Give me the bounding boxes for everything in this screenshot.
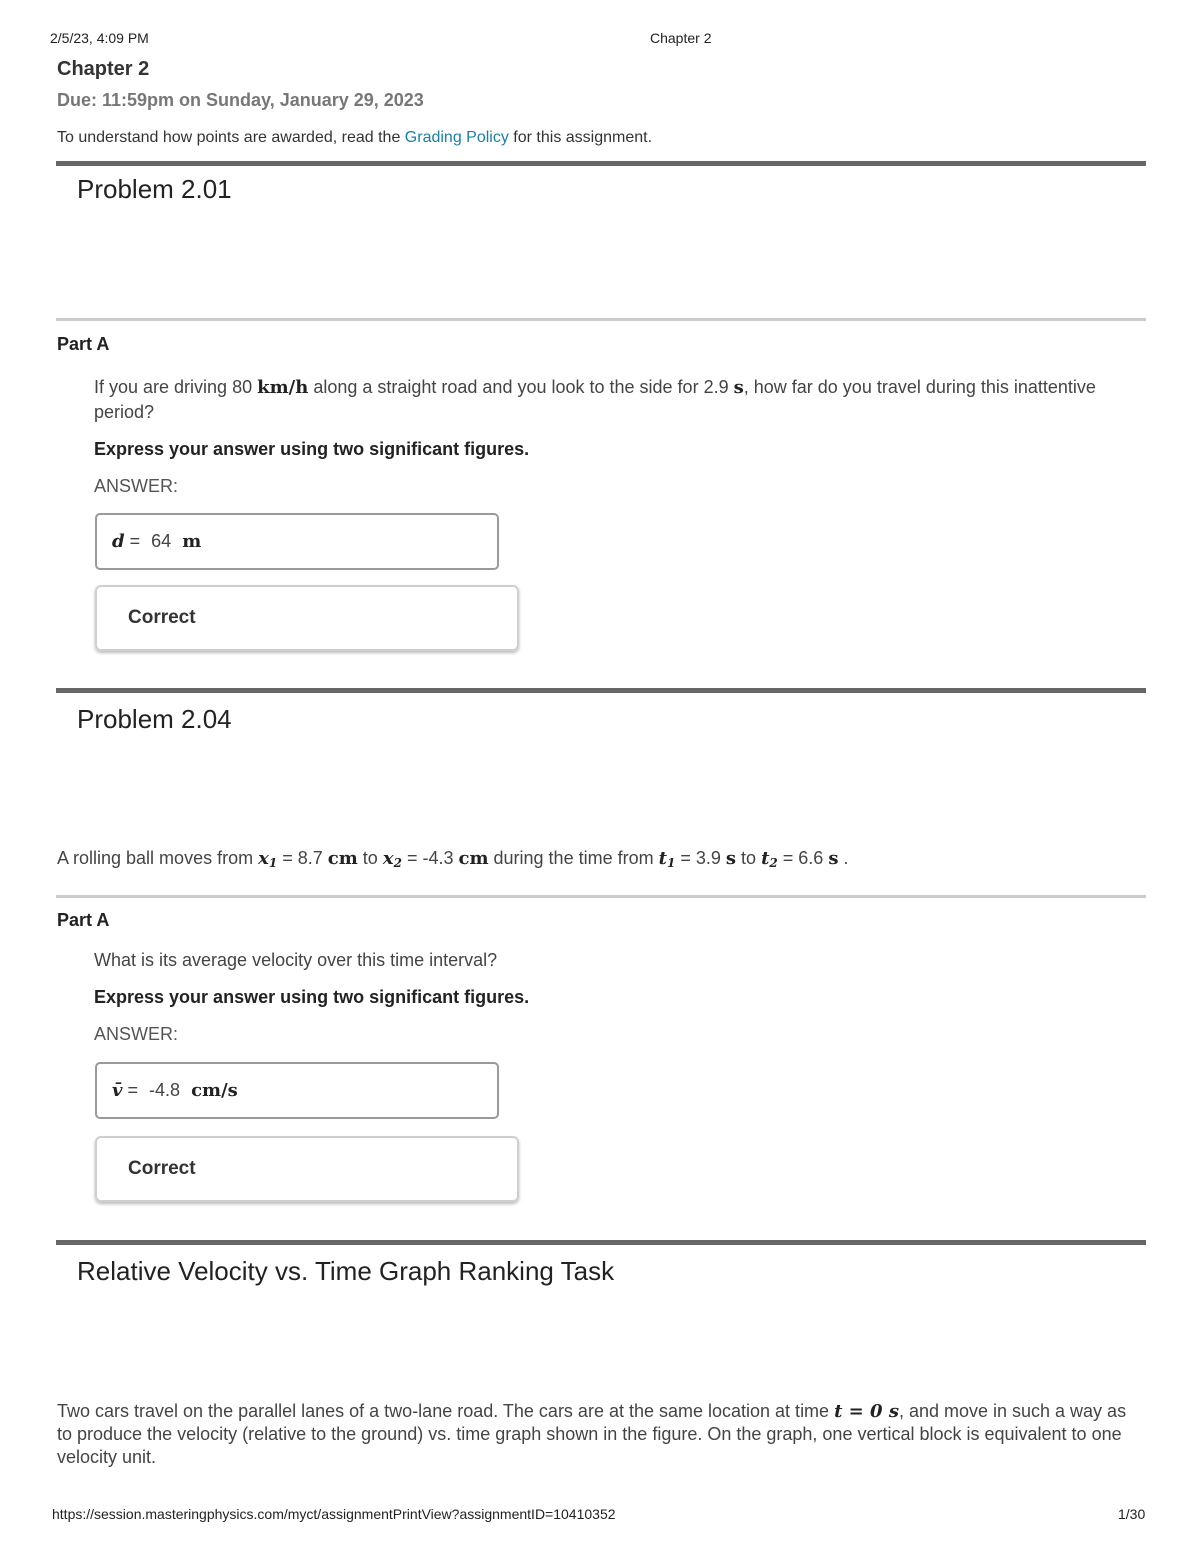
section-divider [56, 688, 1146, 693]
subscript: 1 [666, 856, 676, 870]
grading-policy-link[interactable]: Grading Policy [404, 129, 509, 146]
subscript: 2 [769, 856, 778, 870]
feedback-correct: Correct [128, 607, 196, 628]
part-divider [56, 318, 1146, 321]
question-text: What is its average velocity over this time interval? [94, 950, 498, 970]
math-variable [258, 848, 277, 869]
var-x2: x [382, 848, 394, 869]
equals-sign: = [129, 531, 141, 551]
instruction-text: Express your answer using two significant figures. [94, 439, 530, 459]
due-date: Due: 11:59pm on Sunday, January 29, 2023 [57, 90, 424, 110]
answer-value: -4.8 [149, 1080, 181, 1100]
unit-label: s [733, 377, 744, 398]
answer-label: ANSWER: [94, 476, 179, 496]
intro-text: = 6.6 [782, 848, 824, 868]
problem-title: Problem 2.01 [77, 174, 232, 204]
var-t2: t [761, 848, 770, 869]
grading-suffix: for this assignment. [513, 129, 653, 146]
answer-box[interactable] [95, 513, 499, 570]
unit-label: s [828, 848, 839, 869]
intro-text: during the time from [493, 848, 654, 868]
answer-unit: m [182, 531, 202, 552]
answer-label: ANSWER: [94, 1024, 179, 1044]
intro-text: . [843, 848, 849, 868]
math-expression: t = 0 s [834, 1401, 899, 1422]
intro-text: to [362, 848, 378, 868]
part-label: Part A [57, 910, 110, 930]
feedback-box [95, 1136, 519, 1202]
body-text-part: Two cars travel on the parallel lanes of a two-lane road. The cars are at the same location at time [57, 1401, 830, 1421]
question-text-part: If you are driving 80 [94, 377, 253, 397]
question-text-part: , how far do you travel during this inattentive period? [94, 377, 1096, 422]
section-divider [56, 1240, 1146, 1245]
answer-box[interactable] [95, 1062, 499, 1119]
math-variable [659, 848, 676, 869]
answer-value: 64 [151, 531, 172, 551]
problem-title: Relative Velocity vs. Time Graph Ranking Task [77, 1256, 615, 1286]
var-x1: x [258, 848, 269, 869]
answer-variable: v̄ [112, 1080, 123, 1101]
instruction-text: Express your answer using two significant figures. [94, 987, 530, 1007]
answer-variable: d [112, 531, 125, 552]
body-text-part: , and move in such a way as to produce the velocity (relative to the ground) vs. time graph shown in the figure. On the graph, one vertical block is equivalent to one velocity unit. [57, 1401, 1127, 1467]
var-t1: t [658, 848, 667, 869]
grading-policy-note [57, 129, 652, 147]
unit-label: cm [327, 848, 358, 869]
print-page-title: Chapter 2 [650, 30, 712, 46]
unit-label: km/h [257, 377, 309, 398]
part-divider [56, 895, 1146, 898]
equals-sign: = [127, 1080, 138, 1100]
problem-body [57, 1400, 1137, 1469]
intro-text: to [741, 848, 757, 868]
print-date: 2/5/23, 4:09 PM [50, 30, 149, 46]
feedback-box [95, 585, 519, 651]
feedback-correct: Correct [128, 1158, 196, 1179]
section-divider [56, 161, 1146, 166]
question-text-part: along a straight road and you look to the side for 2.9 [313, 377, 729, 397]
footer-url: https://session.masteringphysics.com/myct/assignmentPrintView?assignmentID=10410352 [52, 1506, 616, 1522]
problem-intro [57, 847, 1137, 875]
math-variable [761, 848, 778, 869]
part-label: Part A [57, 334, 110, 354]
assignment-title: Chapter 2 [57, 58, 150, 80]
math-variable [383, 848, 402, 869]
page-number: 1/30 [1118, 1506, 1146, 1522]
unit-label: cm [458, 848, 489, 869]
question-text [94, 375, 1104, 424]
intro-text: A rolling ball moves from [57, 848, 254, 868]
unit-label: s [725, 848, 737, 869]
intro-text: = -4.3 [406, 848, 454, 868]
problem-title: Problem 2.04 [77, 704, 232, 734]
subscript: 2 [393, 856, 402, 870]
answer-expression [112, 1080, 238, 1101]
intro-text: = 3.9 [680, 848, 721, 868]
answer-expression [112, 531, 201, 552]
subscript: 1 [268, 856, 278, 870]
answer-unit: cm/s [191, 1080, 238, 1101]
grading-prefix: To understand how points are awarded, read the [57, 129, 401, 146]
intro-text: = 8.7 [282, 848, 323, 868]
